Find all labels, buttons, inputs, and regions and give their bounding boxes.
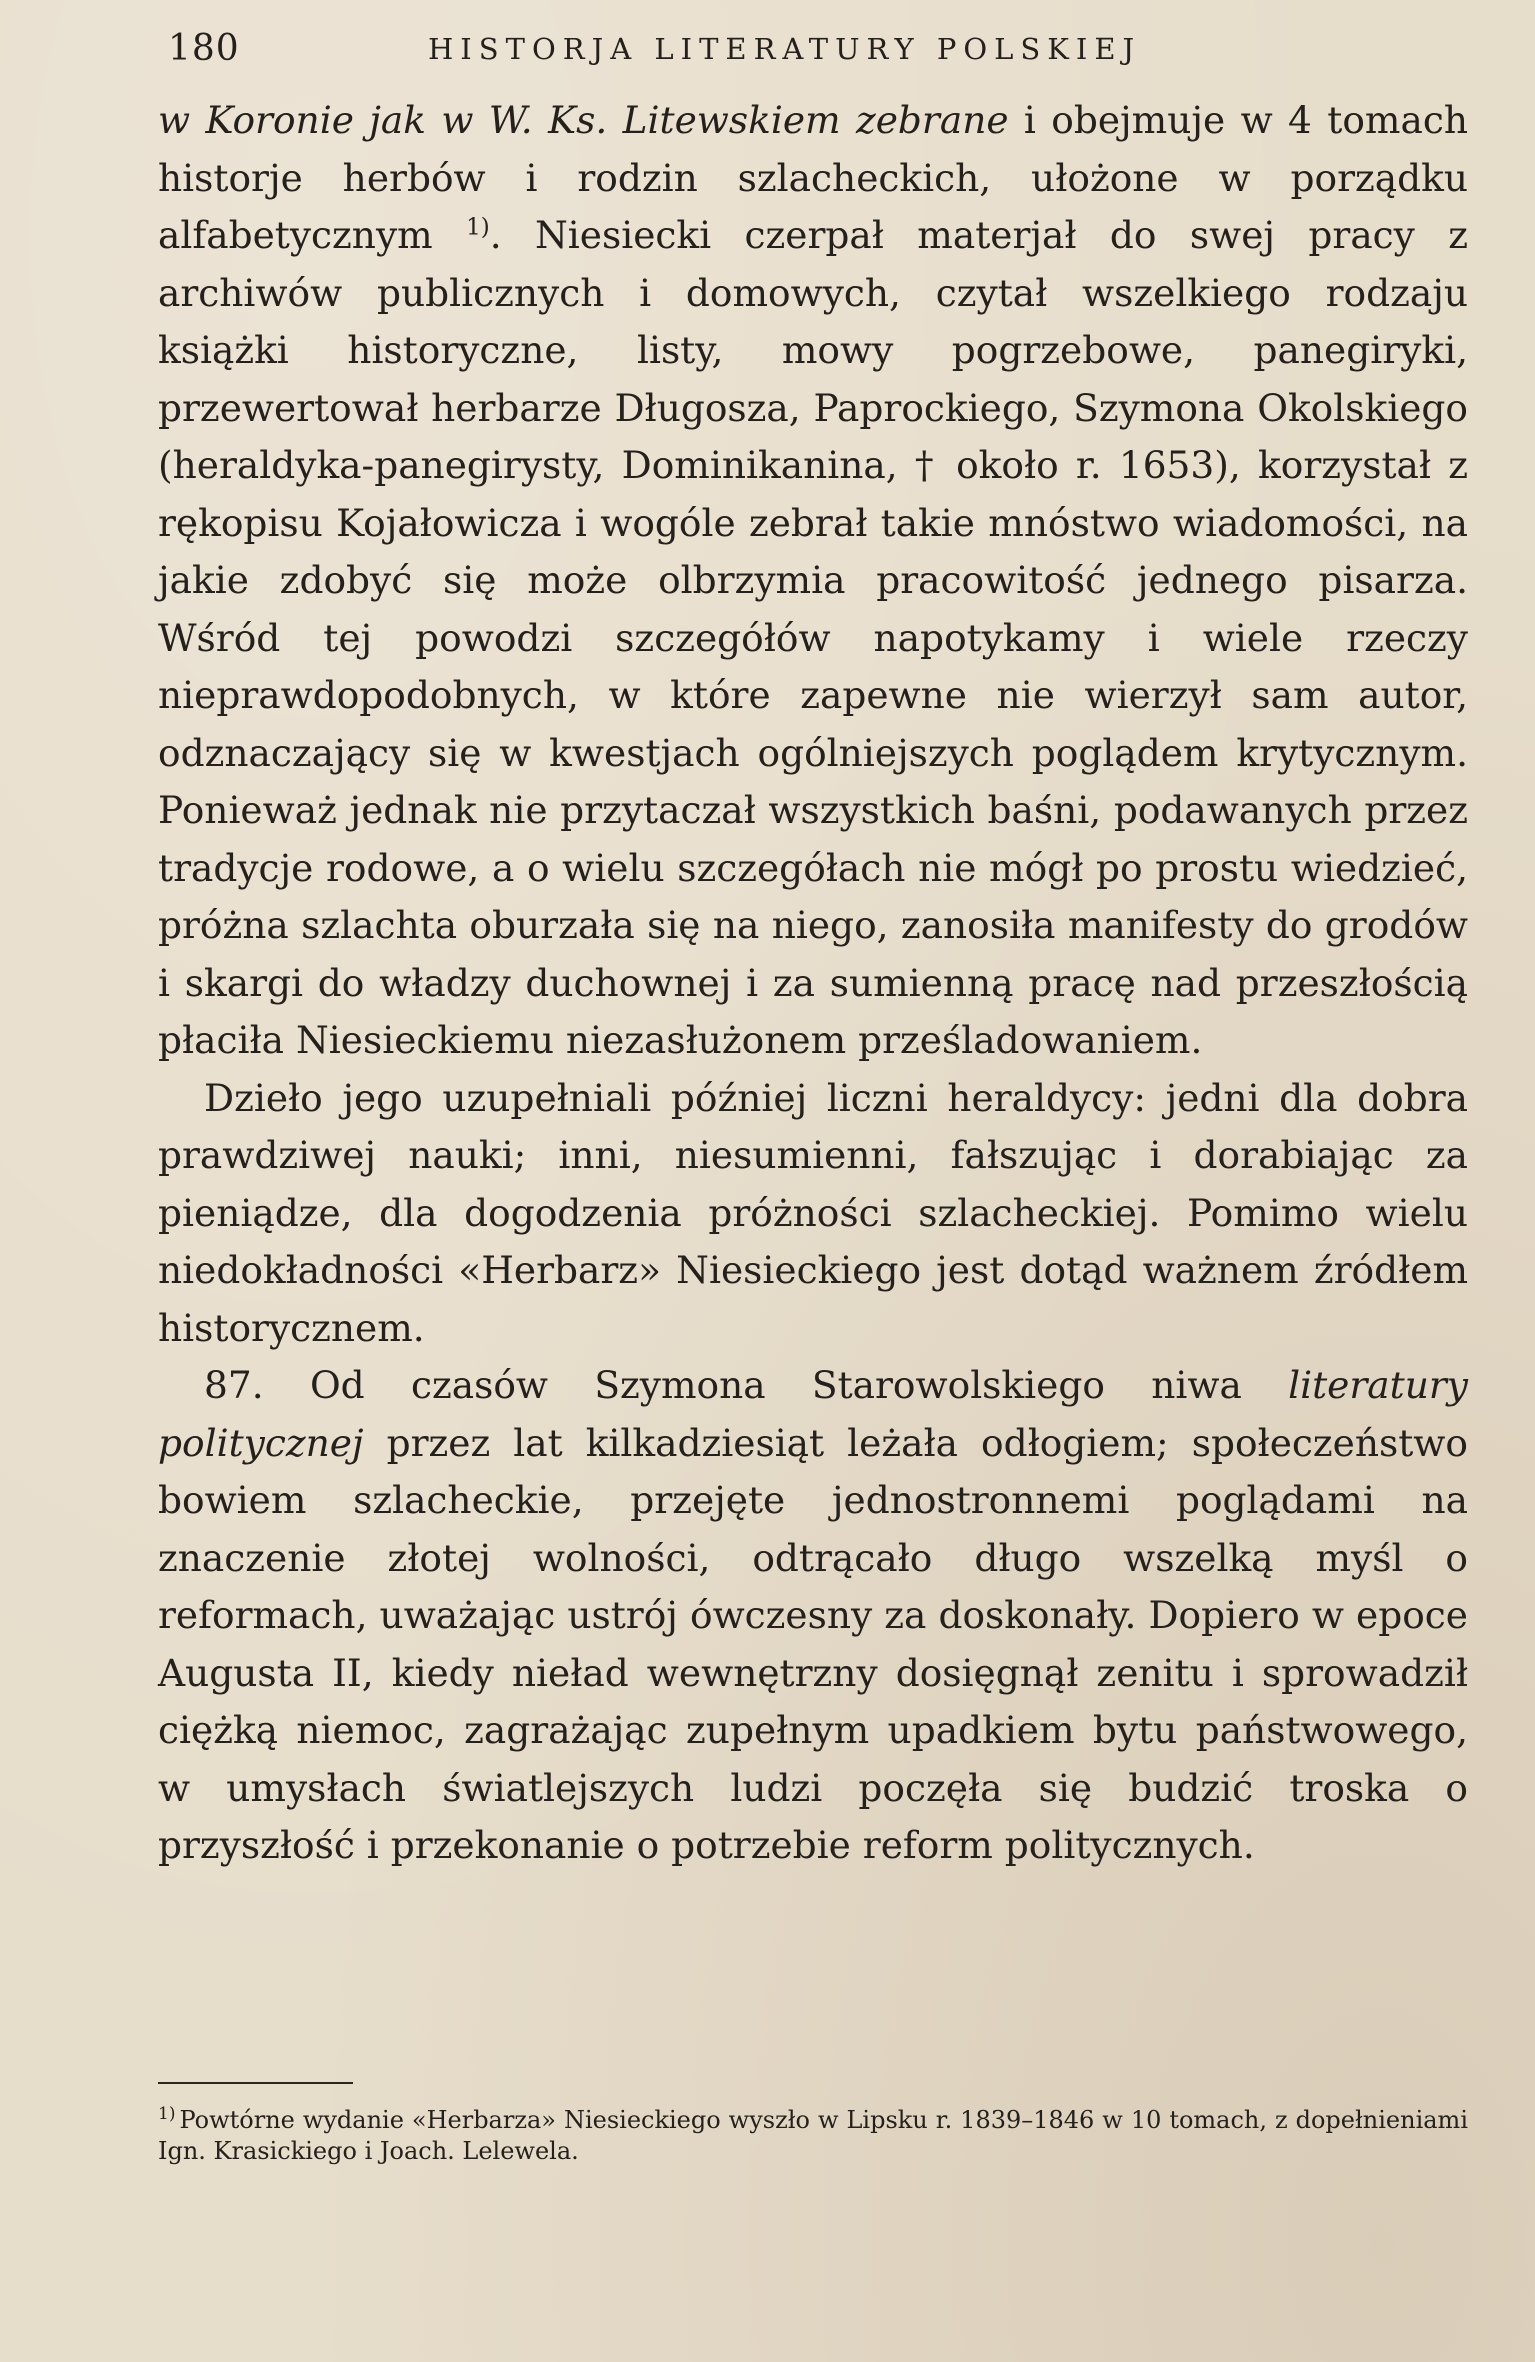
italic-term: literatury politycznej	[158, 1363, 1468, 1465]
italic-book-title: w Koronie jak w W. Ks. Litewskiem zebrane	[158, 98, 1009, 142]
main-text	[158, 92, 1468, 1875]
footnote-text: Powtórne wydanie «Herbarza» Niesieckiego wyszło w Lipsku r. 1839–1846 w 10 tomach, z dopełnieniami Ign. Krasickiego i Joach. Lelewela.	[158, 2106, 1468, 2165]
page-number: 180	[168, 28, 240, 69]
paragraph-1-text-a: i obejmuje w 4 tomach historje herbów i rodzin szlacheckich, ułożone w porządku alfabetycznym	[158, 98, 1468, 257]
paragraph-2: Dzieło jego uzupełniali później liczni heraldycy: jedni dla dobra prawdziwej nauki; inni, niesumienni, fałszując i dorabiając za pieniądze, dla dogodzenia próżności szlacheckiej. Pomimo wielu niedokładności «Herbarz» Niesieckiego jest dotąd ważnem źródłem historycznem.	[158, 1075, 1468, 1350]
footnote-reference: 1)	[466, 214, 490, 241]
footnote-mark: 1)	[158, 2104, 176, 2124]
footnote-divider	[158, 2082, 353, 2084]
paragraph-3-text-a: Od czasów Szymona Starowolskiego niwa	[263, 1363, 1289, 1407]
paragraph-1	[158, 92, 1468, 1070]
paragraph-3	[158, 1357, 1468, 1875]
section-number: 87.	[204, 1363, 264, 1407]
running-title: HISTORJA LITERATURY POLSKIEJ	[428, 32, 1142, 66]
page-header	[158, 28, 1458, 78]
footnote	[158, 2105, 1468, 2167]
paragraph-3-text-b: przez lat kilkadziesiąt leżała odłogiem; społeczeństwo bowiem szlacheckie, przejęte jednostronnemi poglądami na znaczenie złotej wolności, odtrącało długo wszelką myśl o reformach, uważając ustrój ówczesny za doskonały. Dopiero w epoce Augusta II, kiedy nieład wewnętrzny dosięgnął zenitu i sprowadził ciężką niemoc, zagrażając zupełnym upadkiem bytu państwowego, w umysłach światlejszych ludzi poczęła się budzić troska o przyszłość i przekonanie o potrzebie reform politycznych.	[158, 1420, 1468, 1867]
paragraph-1-text-b: . Niesiecki czerpał materjał do swej pracy z archiwów publicznych i domowych, czytał wszelkiego rodzaju książki historyczne, listy, mowy pogrzebowe, panegiryki, przewertował herbarze Długosza, Paprockiego, Szymona Okolskiego (heraldyka-panegirysty, Dominikanina, † około r. 1653), korzystał z rękopisu Kojałowicza i wogóle zebrał takie mnóstwo wiadomości, na jakie zdobyć się może olbrzymia pracowitość jednego pisarza. Wśród tej powodzi szczegółów napotykamy i wiele rzeczy nieprawdopodobnych, w które zapewne nie wierzył sam autor, odznaczający się w kwestjach ogólniejszych poglądem krytycznym. Ponieważ jednak nie przytaczał wszystkich baśni, podawanych przez tradycje rodowe, a o wielu szczegółach nie mógł po prostu wiedzieć, próżna szlachta oburzała się na niego, zanosiła manifesty do grodów i skargi do władzy duchownej i za sumienną pracę nad przeszłością płaciła Niesieckiemu niezasłużonem prześladowaniem.	[158, 213, 1468, 1062]
